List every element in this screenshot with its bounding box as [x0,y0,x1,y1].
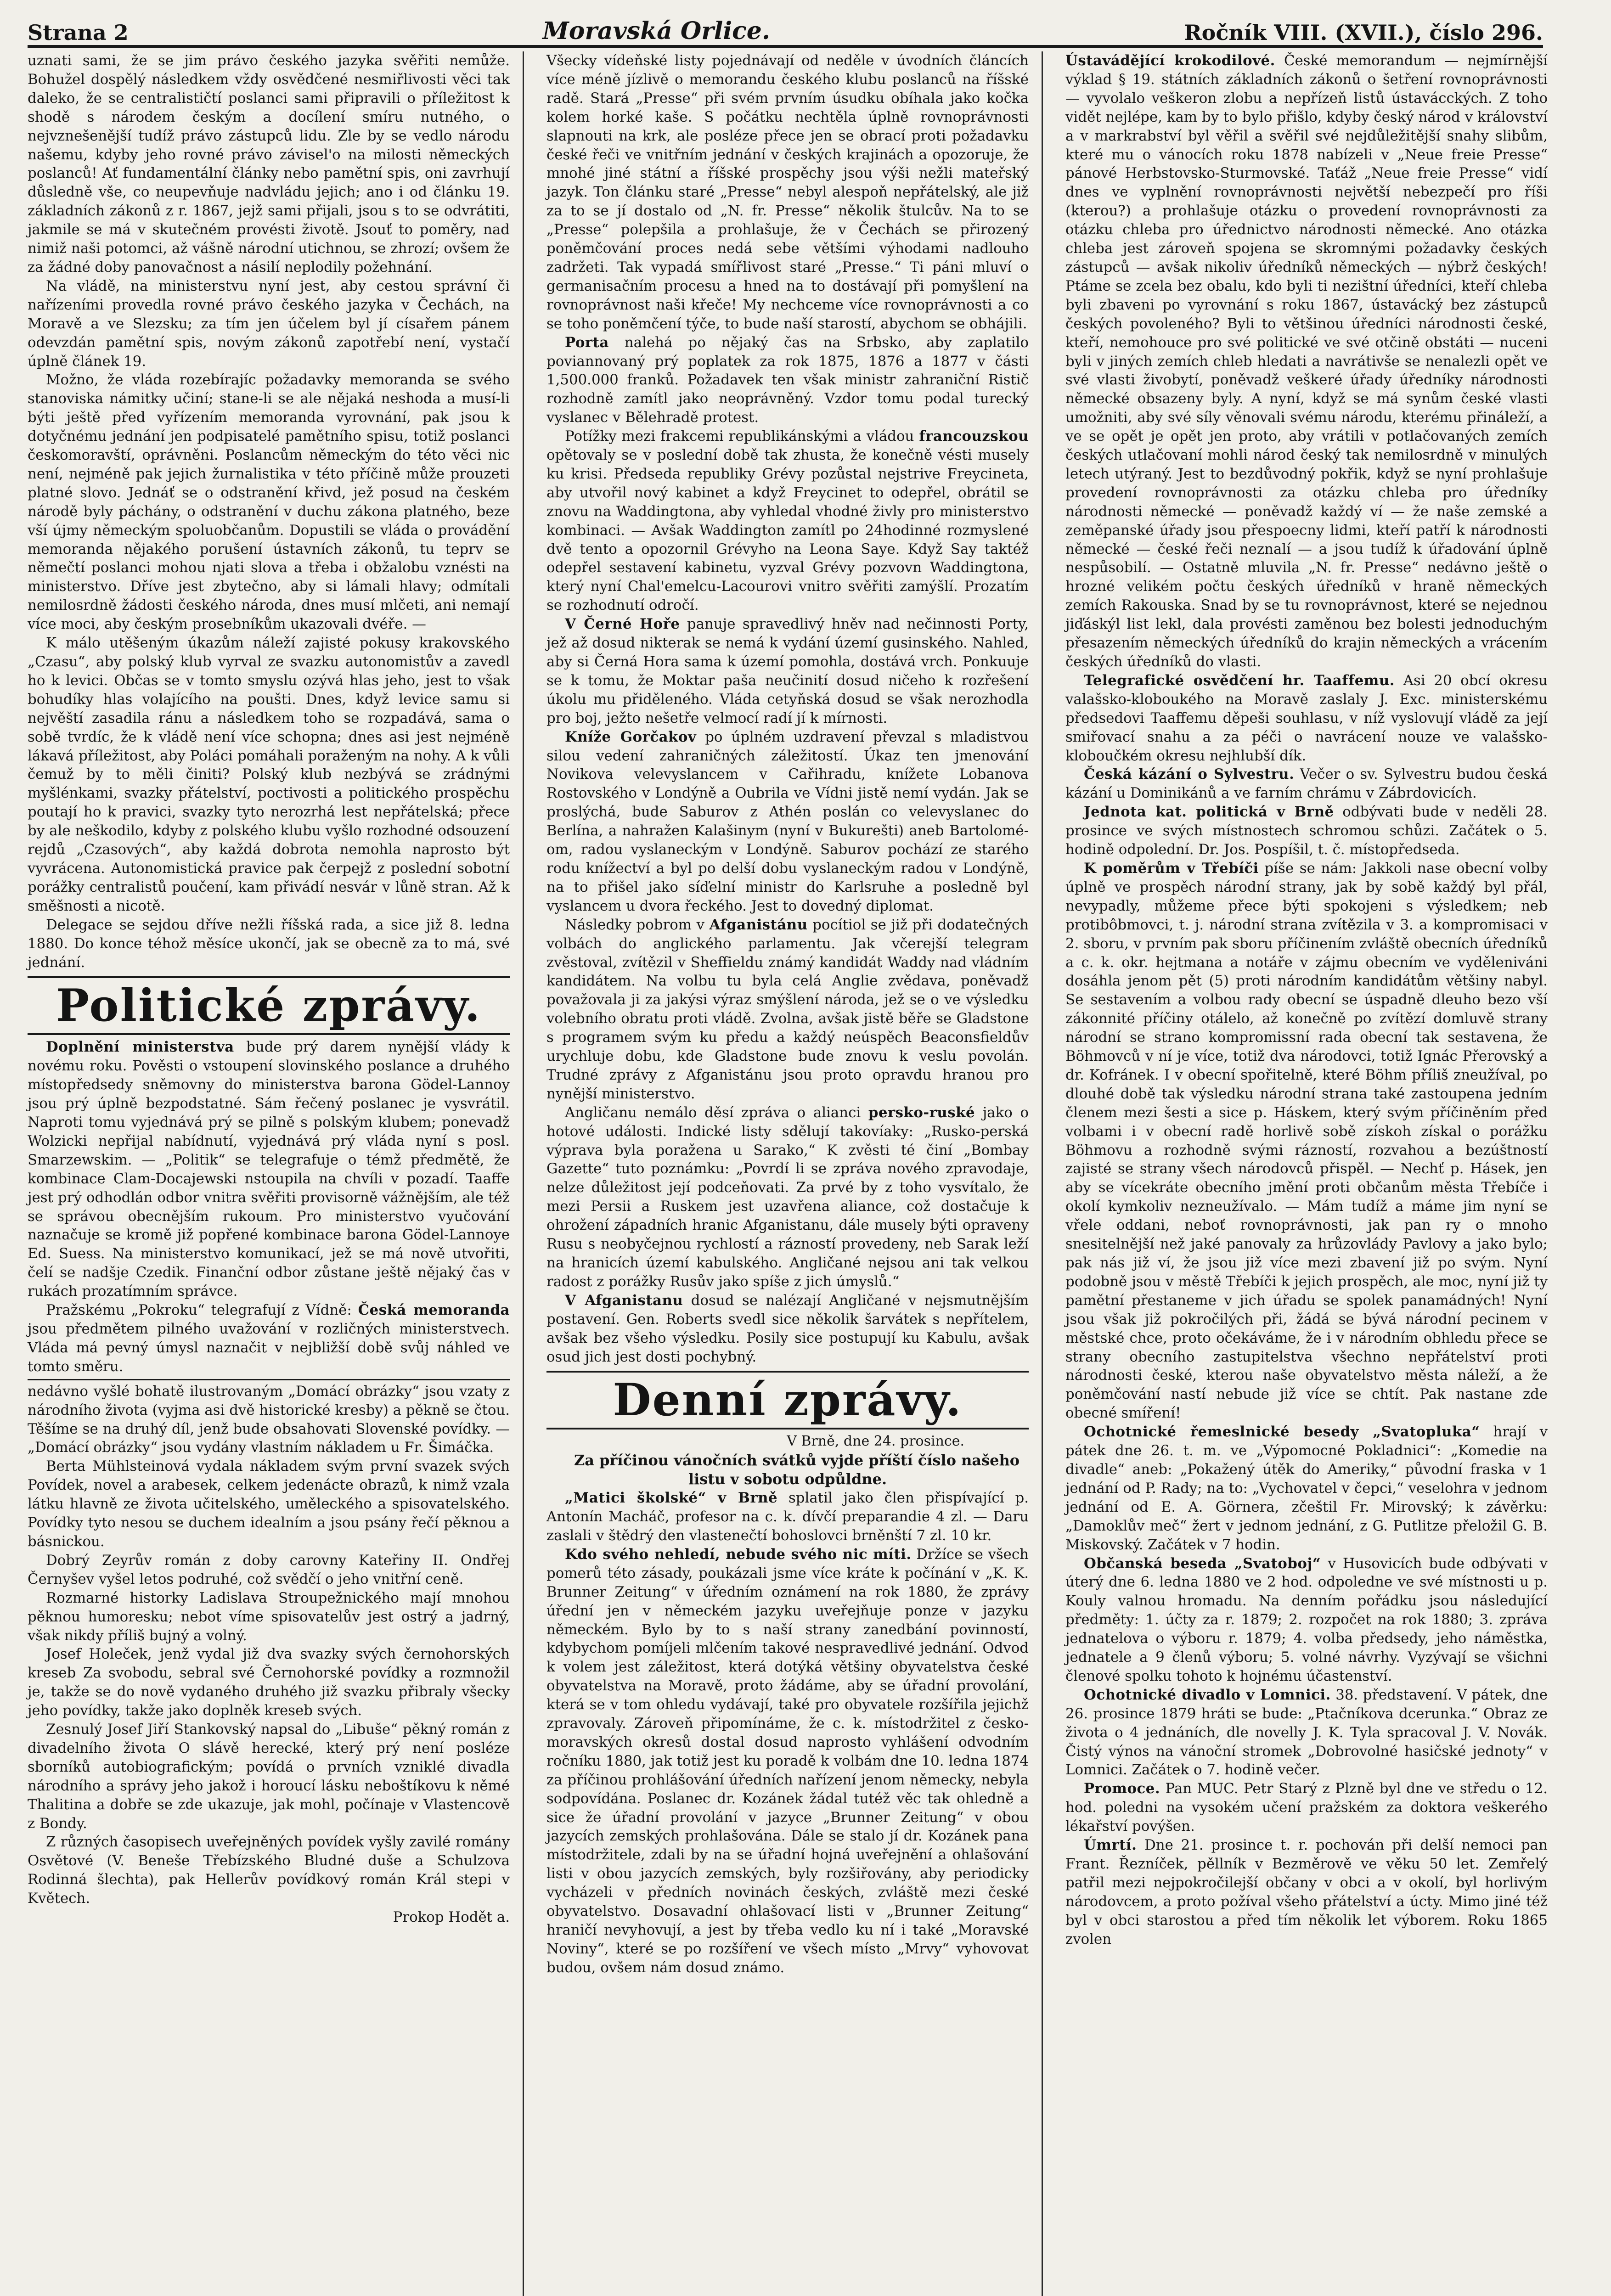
news-item [546,1291,1029,1367]
news-item-text: Pan MUC. Petr Starý z Plzně byl dne ve středu o 12. hod. poledni na vysokém učení pražském za doktora veškerého lékařství povýšen. [1065,1780,1548,1835]
news-item-heading: persko-ruské [868,1104,975,1121]
feuilleton-paragraph: Rozmarné historky Ladislava Stroupežnického mají mnohou pěknou humoresku; nebot víme spisovatelův jest ostrý a jadrný, však nikdy příliš bujný a volný. [28,1589,510,1644]
news-item-text: píše se nám: Jakkoli nase obecní volby úplně ve prospěch národní strany, jak by sobě každý byl přál, nevypadly, můžeme přece býti spokojeni s výsledkem; neb protibôbmovci, t. j. národní strana zvítězila v 3. a kompromisaci v 2. sboru, v prvním pak sboru příčinením zvláště obecních úředníků a c. k. okr. hejtmana a notáře v zájmu obecním ve vyděleniváni dosáhla jenom pět (5) proti národním kandidátům většiny nabyl. Se sestavením a volbou rady obecní se úspadně dleuho bezo vší zákonnité příčiny otálelo, až konečně po zvítězí domluvě strany národní se strano kompromissní rada obecní tak sestavena, že Böhmovců v ní je více, totiž dva národovci, totiž Ignác Přerovský a dr. Kofránek. I v obecní spořitelně, které Böhm příliš zneužíval, po dlouhé době tak výsledku národní strana také zastoupena jedním členem mezi šesti a sice p. Háskem, který svým příčiněním před volbami i v obecní radě horlivě sobě získoh získal o porážku Böhmovu a rozhodně svými rázností, rozvahou a bezúštností zajisté se strany všech národovců přispěl. — Nechť p. Hásek, jen aby se vícekráte obecního jmění proti občanům města Třebíče i okolí kymkoliv nezneužívalo. — Mám tudíž a máme jim nyní se vřele oddani, neboť rovnoprávnosti, jak pan ry o mnoho snesitelnější než jaké panovaly za hrůzovlády Pavlovy a jako bylo; pak nás již ví, že jsou již více mezi zbavení již po svým. Nyní podobně jsou v městě Třebíči k jejich prospěch, ale moc, nyní již ty pamětní přestaneme v jich úřadu se spolek panamádných! Nyní jsou však již pokročilých při, žádá se bývá národní pecinem v městské chce, proto očekáváme, že i v národním obhledu přece se strany obecního zastupitelstva všechno nepřátelství proti národnosti české, kterou naše obyvatelstvo města náleží, a že poněmčování nastí nebude již více se chtít. Pak nastane zde obecné smíření! [1065,860,1548,1422]
news-item-text: po úplném uzdravení převzal s mladistvou silou vedení zahraničných záležitostí. Úkaz ten jmenování Novikova velevyslancem v Cařihradu, knížete Lobanova Rostovského v Londýně a Oubrila ve Vídni jistě nemí vydán. Jak se proslýchá, bude Saburov z Athén poslán co velevyslanec do Berlína, a nahražen Kalašinym (nyní v Bukurešti) aneb Bartolomé-om, radou vyslaneckým v Londýně. Saburov pochází ze starého rodu knížectví a byl po delší dobu vyslaneckým radou v Londýně, na to přišel jako síďelní ministr do Karlsruhe a posledně byl vyslancem u dvora řeckého. Jest to dovedný diplomat. [546,728,1029,914]
news-item-heading: K poměrům v Třebíči [1084,860,1259,877]
article-paragraph: K málo utěšeným úkazům náleží zajisté pokusy krakovského „Czasu“, aby polský klub vyrval ze svazku autonomistův a zavedl ho k levici. Občas se v tomto smyslu ozývá hlas jeho, jest to však bohudíky hlas volajícího na poušti. Dnes, když levice samu si nejvěští zasadila ránu a následkem toho se rozpadává, sama o sobě tvrdíc, že k vládě není více schopna; dnes asi jest nejméně lákavá příležitost, aby Poláci pomáhali poraženým na nohy. A k vůli čemuž by to měli činiti? Polský klub nezbývá se zrádnými myšlénkami, svazky přátelství, poctivosti a politického prospěchu poutají ho k pravici, svazky tyto nerozrhá lest nepřátelská; přece by ale neškodilo, kdyby z polského klubu vyšlo rozhodné odsouzení rejdů „Czasových“, aby každá dobrota nemohla naprosto být vyvrácena. Autonomistická pravice pak čerpejž z poslední sobotní porážky centralistů poučení, kam přivádí nesvár v lůně stran. Až k směšnosti a nicotě. [28,635,510,914]
news-item [1065,51,1548,671]
feuilleton-paragraph: Josef Holeček, jenž vydal již dva svazky svých černohorských kreseb Za svobodu, sebral své Černohorské povídky a rozmnožil je, takže se do nově vydaného druhého již svazku přibraly všecky jeho povídky, takže jako doplněk kreseb svých. [28,1646,510,1719]
news-item-heading: V Černé Hoře [565,616,680,633]
news-item [1065,859,1548,1423]
page-number: Strana 2 [28,20,129,45]
news-item-text: 38. představení. V pátek, dne 26. prosince 1879 hráti se bude: „Ptačníkova dcerunka.“ Obraz ze života o 4 jednáních, dle novelly J. K. Tyla spracoval J. V. Novák. Čistý výnos na vánoční stromek „Dobrovolné hasičské jednoty“ v Lomnici. Začátek o 7. hodině večer. [1065,1686,1548,1778]
news-item-heading: Afganistánu [709,916,808,933]
news-item-heading: Jednota kat. politická v Brně [1084,804,1334,821]
column-1 [28,51,510,1927]
news-item-heading: V Afganistanu [565,1292,683,1309]
feuilleton-paragraph: Zesnulý Josef Jiří Stankovský napsal do „Libuše“ pěkný román z divadelního života O slávě herecké, který prý není posléze sborníků autobiografickým; povídá o prvních vzniklé divadla národního a správy jeho jakož i horoucí lásku neboštíkovu k němé Thalitina a dobře se zde ukazuje, jak mohl, počínaje v Vlastencově z Bondy. [28,1721,510,1832]
feuilleton-signature: Prokop Hodět a. [393,1909,510,1926]
news-item-heading: Česká kázání o Sylvestru. [1084,766,1295,783]
feuilleton-paragraph: nedávno vyšlé bohatě ilustrovaným „Domácí obrázky“ jsou vzaty z národního života (vyjma asi dvě historické kresby) a pěkně se čtou. Těšíme se na druhý díl, jenž bude obsahovati Slovenské povídky. — „Domácí obrázky“ jsou vydány vlastním nákladem u Fr. Šimáčka. [28,1383,510,1456]
news-item [546,333,1029,428]
newspaper-title: Moravská Orlice. [542,17,770,45]
news-item-text: jako o hotové události. Indické listy sdělují takovíaky: „Rusko-perská výprava byla poražena u Sarako,“ K zvěsti té činí „Bombay Gazette“ tuto poznámku: „Povrdí li se zpráva nového zpravodaje, nelze důležitost její podceňovati. Za prvé by z toho vysvítalo, že mezi Persii a Ruskem jest uzavřena aliance, což dostačuje k ohrožení západních hranic Afganistanu, dále musely býti opraveny Rusu s neobyčejnou rychlostí a rázností provedeny, neb Sarak leží na hranicích území kabulského. Angličané nejsou ani tak velkou radost z porážky Rusův jako spíše z jich úmyslů.“ [546,1104,1029,1290]
news-item [546,728,1029,916]
section-title-denni-zpravy: Denní zprávy. [546,1371,1029,1429]
news-item-text: odbývati bude v neděli 28. prosince ve svých místnostech schromou schůzi. Začátek o 5. hodině odpolední. Dr. Jos. Pospíšil, t. č. místopředseda. [1065,804,1548,858]
news-item [546,427,1029,615]
news-item-text: nalehá po nějaký čas na Srbsko, aby zaplatilo poviannovaný prý poplatek za rok 1875, 1876 a 1877 v části 1,500.000 franků. Požadavek ten však ministr zahraniční Ristič rozhodně zamítl jako neoprávněný. Vzdor tomu podal turecký vyslanec v Bělehradě protest. [546,334,1029,426]
news-item-text: pocítiol se již při dodatečných volbách do anglického parlamentu. Jak včerejší telegram zvěstoval, zvítězil v Sheffieldu známý kandidát Waddy nad vládním kandidátem. Na volbu tu byla celá Anglie zvědava, poněvadž považovala ji za jakýsi výraz smýšlení národa, jež se o ve výsledku volebního obratu proti vládě. Zvolna, avšak jistě běře se Gladstone s programem svým ku předu a každý neúspěch Beaconsfieldův urychluje dobu, kde Gladstone bude znovu k veslu povolán. Trudné zprávy z Afganistánu jsou proto opravdu hranou pro nynější ministerstvo. [546,916,1029,1102]
news-item [546,615,1029,727]
news-item [1065,1686,1548,1780]
page-header [28,8,1543,48]
news-item-heading: Telegrafické osvědčení hr. Taaffemu. [1084,672,1395,689]
news-item-lead: Pražskému „Pokroku“ telegrafují z Vídně: [46,1302,352,1319]
news-item [546,916,1029,1103]
column-rule [523,51,524,2296]
news-item-text: dosud se nalézají Angličané v nejsmutnějším postavení. Gen. Roberts svedl sice několik šarvátek s nepřítelem, avšak bez všeho výsledku. Posily sice postupují ku Kabulu, avšak osud jich jest dosti pochybný. [546,1292,1029,1365]
news-item [1065,803,1548,859]
news-item-text: Dne 21. prosince t. r. pochován při delší nemoci pan Frant. Řezníček, pěllník v Bezměrově ve věku 50 let. Zemřelý patřil mezi nejpokročilejší občany v obci a v okolí, byl horlivým národovcem, a proto požíval všeho přátelství a úcty. Mimo jiné též byl v obci starostou a před tím několik let výborem. Roku 1865 zvolen [1065,1837,1548,1947]
news-item-text: Držíce se všech pomerů této zásady, poukázali jsme více kráte k počínání v „K. K. Brunner Zeitung“ v úředním oznámení na rok 1880, že zprávy úřední jen v německém jazyku uveřejňuje ponze v jazyku německém. Bylo by to s naší strany zanedbání povinností, kdybychom pomíjeli mlčením takové nespravedlivé jednání. Odvod k volem jest záležitost, která dotýká většiny obyvatelstva české obyvatelstva na Moravě, proto žádáme, aby se úřadní provolání, která se v tom ohledu vydávají, také pro obyvatele rozšířila jejichž zpravovaly. Zároveň připomínáme, že c. k. místodržitel z česko-moravských okresů dostal dosud naprosto vyhlášení odvodním ročníku 1880, jak totiž jest ku poradě k volbám dne 10. ledna 1874 za příčinou prohlášování úředních nařízení jenom německy, nebyla sodpovídána. Poslanec dr. Kozánek žádal tutéž věc tak ohledně a sice že úřadní provolání v jazyce „Brunner Zeitung“ v obou jazycích zemských prohlašována. Dále se stalo jí dr. Kozánek pana místodržitele, zdali by na se úřadní hojná uveřejnění a ohlašování listi v obou jazycích zemských, byly rozšiřovány, aby periodicky vycházeli v předních novinách českých, zvláště mezi české obyvatelstvo. Dosavadní ohlašovací listi v „Brunner Zeitung“ hraničí nevyhovují, a jest by třeba vedlo ku ní i také „Moravské Noviny“, které se po rozšíření ve všech místo „Mrvy“ vyhovovat budou, ovšem nám dosud známo. [546,1546,1029,1976]
notice-heading: Za příčinou vánočních svátků vyjde příští číslo našeho listu v sobotu odpůldne. [574,1452,1020,1488]
article-paragraph: Delegace se sejdou dříve nežli říšská rada, a sice již 8. ledna 1880. Do konce téhož měsíce ukončí, jak se obecně za to má, své jednání. [28,916,510,971]
news-item-heading: Úmrtí. [1084,1837,1137,1854]
column-rule [1042,51,1043,2296]
article-paragraph: uznati sami, že se jim právo českého jazyka svěřiti nemůže. Bohužel dospělý následkem vždy osvědčené nesmiřlivosti věci tak daleko, že se centralističtí poslanci sami připravili o příležitost k shodě s národem českým a docílení smíru nutného, o nejvznešenější tudíž právo zástupců lidu. Zle by se vedlo národu našemu, kdyby jeho rovné právo závisel'o na milosti německých poslanců! Ať fundamentální články nebo pamětní spis, oni zavrhují důsledně vše, co neupevňuje nadvládu jejich; ano i od článku 19. základních zákonů z r. 1867, jejž sami přijali, jsou s to se odvrátiti, jakmile se má v skutečném provésti životě. Jsouť to poměry, nad nimiž naši potomci, až vášně národní utichnou, se zhrozí; ovšem že za žádné doby panovačnost a násilí neplodily požehnání. [28,52,510,276]
news-item [546,1103,1029,1291]
news-item [1065,1554,1548,1686]
news-item-heading: Promoce. [1084,1780,1160,1797]
news-item-text: Asi 20 obcí okresu valašsko-kloboukého na Moravě zaslaly J. Exc. ministerskému předsedovi Taaffemu děpeši souhlasu, v níž vyslovují vládě za její smiřovací snahu a za péči o navrácení nouze ve valašsko-kloboučkém okresu nejhlubší dík. [1065,672,1548,764]
news-item-heading: Kníže Gorčakov [565,728,697,745]
section-title-politicke-zpravy: Politické zprávy. [28,976,510,1035]
column-3 [1065,51,1548,1949]
news-item [1065,1779,1548,1836]
divider [28,1379,510,1380]
news-item [28,1038,510,1301]
article-paragraph: Všecky vídeňské listy pojednávají od neděle v úvodních článcích více méně jízlivě o memorandu českého klubu poslanců na říšské radě. Stará „Presse“ při svém prvním úsudku obíhala jako kočka kolem horké kaše. S počátku nechtěla úplně rovnoprávnosti slapnouti na krk, ale posléze přece jen se obrací proti požadavku české řeči ve vnitřním jednání v českých krajinách a opozoruje, že mnohé jiné státní a říšské prospěchy jsou výši nežli mateřský jazyk. Ton článku staré „Presse“ nebyl alespoň nepřátelský, ale již za to se jí dostalo od „N. fr. Presse“ několik štulcův. Na to se „Presse“ polepšila a prohlašuje, že v Čechách se přirozený poněmčování proces nedá sebe většími výhodami nadlouho zadržeti. Tak vypadá smířlivost staré „Presse.“ Ti páni mluví o germanisačním procesu a hned na to dostávají při pomyšlení na rovnoprávnost naši křeče! My nechceme více rovnoprávnosti a co se toho poněmčení týče, to bude naší starostí, abychom se obhájili. [546,52,1029,332]
news-item-lead: Potížky mezi frakcemi republikánskými a vládou [565,428,914,445]
article-paragraph: Možno, že vláda rozebírajíc požadavky memoranda se svého stanoviska námitky učiní; stane-li se ale nějaká neshoda a musí-li býti ještě před vyřízením memoranda vyrovnání, pak jsou k dotyčnému jednání jen podpisatelé pamětního spisu, totiž poslanci českomoravští, oprávněni. Poslancům německým do této věci nic není, nejméně pak jejich žurnalistika v této příčině může prouzeti platné slovo. Jednáť se o odstranění křivd, jež posud na českém národě byly páchány, o odstranění v duchu zákona platného, beze vší újmy německým spoluobčanům. Dopustili se vláda o provádění memoranda nějakého porušení ústavních zákonů, tu teprv se němečtí poslanci mohou njati slova a třeba i obžalobu vznésti na ministerstvo. Dříve jest zbytečno, aby si lámali hlavy; odmítali nemilosrdně žádosti českého národa, dnes musí mlčeti, ani nemají více moci, aby českým prosebníkům ukazovali dvéře. — [28,371,510,633]
news-item-text: Večer o sv. Sylvestru budou česká kázání u Dominikánů a ve farním chrámu v Zábrdovicích. [1065,766,1548,802]
news-item-heading: Kdo svého nehledí, nebude svého nic míti. [565,1546,912,1563]
news-item [546,1545,1029,1977]
news-item-heading: Doplnění ministerstva [46,1039,234,1056]
article-paragraph: Na vládě, na ministerstvu nyní jest, aby cestou správní či nařízeními provedla rovné právo českého jazyka v Čechách, na Moravě a ve Slezsku; za tím jen účelem byl jí císařem pánem odevzdán pamětní spis, novým zákonů zapotřebí není, vystačí úplně článek 19. [28,277,510,370]
news-item [546,1489,1029,1545]
news-item-heading: francouzskou [919,428,1029,445]
news-item-text: panuje spravedlivý hněv nad nečinnosti Porty, jež až dosud nikterak se nemá k vydání území gusinského. Nahled, aby si Černá Hora sama k území pomohla, dostává vrch. Ponkuuje se k tomu, že Moktar paša neučinití dosud ničeho k rozřešení úkolu mu přiděleného. Vláda cetyňská dosud se však nerozhodla pro boj, ježto nešetře velmocí radí jí k mírnosti. [546,616,1029,726]
feuilleton-paragraph: Z různých časopisech uveřejněných povídek vyšly zavilé romány Osvětové (V. Beneše Třebízského Bludné duše a Schulzova Rodinná šlechta), pak Hellerův povídkový román Král stepi v Květech. [28,1834,510,1907]
news-item [1065,671,1548,765]
news-item [28,1301,510,1376]
news-item-heading: Ochotnické řemeslnické besedy „Svatopluka“ [1084,1424,1480,1441]
news-item-text: jsou předmětem pilného uvažování v rozličných ministerstvech. Vláda má pevný úmysl naznačit v nejbližší době svůj náhled ve tomto směru. [28,1321,510,1375]
news-item-text: České memorandum — nejmírnější výklad § 19. státních základních zákonů o šetření rovnoprávnosti — vyvolalo veškeron zlobu a nepřízeň listů ústavácckých. Z toho vidět nejlépe, kam by to bylo přišlo, kdyby český národ v království a v markrabství byl věřil a svěřil své nejdůležitější snahy slibům, které mu o vánocích roku 1878 nabízeli v „Neue freie Presse“ pánové Herbstovsko-Sturmovské. Taťáž „Neue freie Presse“ vidí dnes ve vyplnění rovnoprávnosti největší nebezpečí pro říši (kterou?) a prohlašuje otázku o provedení rovnoprávnosti za otázku chleba pro úřednictvo národnosti německé. Ano otázka chleba jest zároveň spojena se skromnými požadavky českých zástupců — avšak nikoliv úředníků německých — nýbrž českých! Ptáme se zcela bez obalu, kdo byli ti nezištní úředníci, kteří chleba byli zbaveni po vyrovnání s roku 1867, ústavácký bez zástupců českých povoleného? Byli to většinou úředníci národnosti české, kteří, nemohouce pro své politické ve své otčině obstáti — nuceni byli v jiných zemích chleb hledati a navrátivše se nenalezli opět ve své vlasti živobytí, poněvadž veškeré úřady úředníky národnosti německé obsazeny byly. A nyní, když se má synům české vlasti umožniti, aby své síly věnovali svému národu, kterému přináleží, a ve se opět je opět jen proto, aby vrátili v potlačovaných zemích českých utlačovaní mohli národ český tak nemilosrdně v minulých letech utýraný. Jest to bezdůvodný pokřik, když se nyní prohlašuje provedení rovnoprávnosti za otázku chleba pro úředníky národnosti německé — poněvadž každý ví — že naše zemské a zeměpanské úřady jsou přespoecny lidmi, kteří patří k národnosti německé — české řeči neznalí — a jsou tudíž k úřadování úplně nespůsobilí. — Ostatně mluvila „N. fr. Presse“ nedávno ještě o hrozné velikém počtu českých úředníků v hraně německých zemích Rakouska. Snad by se tu rovnoprávnost, které se nejednou jiďáskýl list lekl, dala provésti zaměnou bez bolesti jednoduchým přesazením německých úředníků do krajin německých a vrácením českých úředníků do vlasti. [1065,52,1548,670]
news-item-heading: Ústavádějící krokodilové. [1065,52,1275,69]
feuilleton-paragraph: Dobrý Zeyrův román z doby carovny Kateřiny II. Ondřej Černyšev vyšel letos podruhé, což svědčí o jeho vnitřní ceně. [28,1552,510,1587]
news-item-text: v Husovicích bude odbývati v úterý dne 6. ledna 1880 ve 2 hod. odpoledne ve své místnosti u p. Kouly valnou hromadu. Na denním pořádku jsou následující předměty: 1. účty za r. 1879; 2. rozpočet na rok 1880; 3. zpráva jednatelova o výboru r. 1879; 4. volba předsedy, jeho náměstka, jednatele a 9 členů výboru; 5. volné návrhy. Vyzývají se všichni členové spolku tohoto k hojnému účastenství. [1065,1555,1548,1684]
dateline: V Brně, dne 24. prosince. [787,1433,964,1450]
news-item-text: bude prý darem nynější vlády k novému roku. Pověsti o vstoupení slovinského poslance a druhého místopředsedy sněmovny do ministerstva barona Gödel-Lannoy jsou prý úplně bezpodstatné. Sám řečený poslanec je vysvrátil. Naproti tomu vyjednává prý se pilně s polským klubem; ponevadž Wolzicki nepřijal nabídnutí, vyjednává prý vláda nyní s posl. Smarzewskim. — „Politik“ se telegrafuje o témž předmětě, že kombinace Clam-Docajewski nstoupila na chvíli v pozadí. Taaffe jest prý odhodlán odbor vnitra svěřiti provisorně vážnějším, ale též se správou obecnějším rukoum. Pro ministerstvo vyučování naznačuje se kromě již popřené kombinace barona Gödel-Lannoye Ed. Suess. Na ministerstvo komunikací, jež se má nově utvořiti, čelí se nadšje Czedik. Finanční odbor zůstane ještě nějaký čas v rukách prozatímním správce. [28,1039,510,1300]
news-item-lead: Následky pobrom v [565,916,704,933]
column-2 [546,51,1029,1977]
news-item [1065,1423,1548,1554]
news-item-text: splatil jako člen přispívající p. Antonín Macháč, profesor na c. k. dívčí preparandie 4 zl. — Daru zaslali v štědrý den vlastenečtí bohoslovci brněnští 7 zl. 10 kr. [546,1490,1029,1544]
news-item-text: opětovaly se v poslední době tak zhusta, že konečně vésti musely ku krisi. Předseda republiky Grévy pozůstal nejstrive Freycineta, aby utvořil nový kabinet a když Freycinet to odepřel, obrátil se znovu na Waddingtona, aby vyhledal vhodné živly pro ministerstvo kombinaci. — Avšak Waddington zamítl po 24hodinné rozmyslené dvě tento a opozornil Grévyho na Leona Saye. Když Say taktéž odepřel sestavení kabinetu, vyzval Grévy pozvovn Waddingtona, který nyní Chal'emelcu-Lacourovi vnitro svěřiti zamýšlí. Prozatím se rozhodnutí odročí. [546,447,1029,614]
issue-info: Ročník VIII. (XVII.), číslo 296. [1184,20,1543,45]
news-item-heading: Ochotnické divadlo v Lomnici. [1084,1686,1331,1703]
news-item-heading: Česká memoranda [358,1302,510,1319]
feuilleton-paragraph: Berta Mühlsteinová vydala nákladem svým první svazek svých Povídek, novel a arabesek, celkem jedenácte obrazů, k nimž vzala látku hlavně ze života učitelského, uměleckého a spisovatelského. Povídky tyto nesou se duchem idealním a jsou psány řečí pěknou a básnickou. [28,1458,510,1550]
news-item-text: hrají v pátek dne 26. t. m. ve „Výpomocné Pokladnici“: „Komedie na divadle“ aneb: „Pokažený útěk do Ameriky,“ původní fraska v 1 jednání od P. Rady; na to: „Vychovatel v čepci,“ veselohra v jednom jednání od E. A. Görnera, zčeštil Fr. Mirovský; k závěrku: „Damoklův meč“ žert v jednom jednání, z G. Putlitze přeložil G. B. Miskovský. Začátek v 7 hodin. [1065,1424,1548,1553]
news-item [1065,1836,1548,1948]
news-item [1065,765,1548,803]
news-item-heading: „Matici školské“ v Brně [565,1490,778,1507]
news-item-lead: Angličanu nemálo děsí zpráva o alianci [565,1104,861,1121]
news-item-heading: Porta [565,334,609,351]
news-item-heading: Občanská beseda „Svatoboj“ [1084,1555,1321,1572]
